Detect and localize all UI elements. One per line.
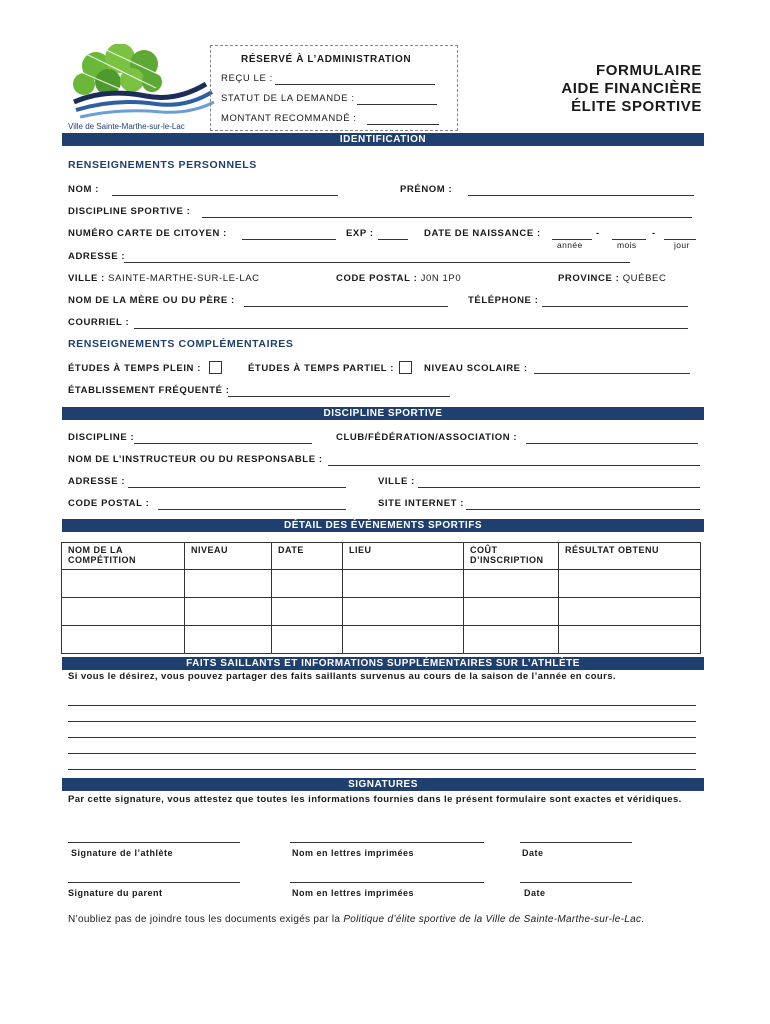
exp-label: EXP : (346, 228, 374, 239)
adresse-label: ADRESSE : (68, 251, 126, 262)
club-label: CLUB/FÉDÉRATION/ASSOCIATION : (336, 432, 518, 443)
parent-name-label: NOM DE LA MÈRE OU DU PÈRE : (68, 295, 235, 306)
discipline-cp-label: CODE POSTAL : (68, 498, 150, 509)
table-cell[interactable] (62, 626, 185, 654)
ville-label-text: VILLE : (68, 273, 105, 284)
etablissement-label: ÉTABLISSEMENT FRÉQUENTÉ : (68, 385, 230, 396)
table-cell[interactable] (272, 570, 343, 598)
form-title (561, 62, 702, 116)
discipline-adresse-field[interactable] (128, 487, 346, 488)
carte-citoyen-label: NUMÉRO CARTE DE CITOYEN : (68, 228, 227, 239)
naissance-label: DATE DE NAISSANCE : (424, 228, 541, 239)
parent-signature-field[interactable] (68, 882, 240, 883)
admin-statut-label: STATUT DE LA DEMANDE : (221, 93, 355, 104)
ville-value: SAINTE-MARTHE-SUR-LE-LAC (108, 273, 260, 284)
telephone-label: TÉLÉPHONE : (468, 295, 539, 306)
footer-text: N’oubliez pas de joindre tous les documents exigés par la (68, 914, 344, 925)
table-row (62, 570, 701, 598)
admin-recu-field[interactable] (275, 84, 435, 85)
table-cell[interactable] (272, 626, 343, 654)
code-postal-label (336, 273, 461, 284)
table-cell[interactable] (343, 598, 464, 626)
date-separator: - (652, 228, 656, 239)
athlete-signature-field[interactable] (68, 842, 240, 843)
adresse-field[interactable] (124, 262, 630, 263)
form-title-line2: AIDE FINANCIÈRE (561, 80, 702, 97)
complementary-info-heading: RENSEIGNEMENTS COMPLÉMENTAIRES (68, 338, 294, 350)
carte-citoyen-field[interactable] (242, 239, 336, 240)
col-resultat: RÉSULTAT OBTENU (559, 543, 701, 570)
mois-hint: mois (617, 240, 637, 250)
signatures-text: Par cette signature, vous attestez que toutes les informations fournies dans le présent formulaire sont exactes et véridiques. (68, 794, 682, 805)
printed-name-label-2: Nom en lettres imprimées (292, 888, 415, 898)
city-logo (66, 44, 216, 132)
form-title-line3: ÉLITE SPORTIVE (571, 98, 702, 115)
courriel-label: COURRIEL : (68, 317, 130, 328)
table-cell[interactable] (62, 598, 185, 626)
table-row (62, 598, 701, 626)
site-label: SITE INTERNET : (378, 498, 465, 509)
table-cell[interactable] (559, 570, 701, 598)
logo-caption: Ville de Sainte-Marthe-sur-le-Lac (68, 122, 185, 131)
admin-recu-label: REÇU LE : (221, 73, 273, 84)
niveau-label: NIVEAU SCOLAIRE : (424, 363, 528, 374)
province-label-text: PROVINCE : (558, 273, 620, 284)
col-date: DATE (272, 543, 343, 570)
discipline-field[interactable] (134, 443, 312, 444)
events-table (61, 542, 701, 654)
events-bar: DÉTAIL DES ÉVÉNEMENTS SPORTIFS (62, 519, 704, 532)
date-separator: - (596, 228, 600, 239)
discipline-cp-field[interactable] (158, 509, 346, 510)
discipline-label: DISCIPLINE : (68, 432, 135, 443)
footer-note (68, 912, 700, 927)
plein-checkbox[interactable] (209, 361, 222, 374)
admin-box (210, 45, 458, 131)
nom-label: NOM : (68, 184, 99, 195)
table-cell[interactable] (272, 598, 343, 626)
discipline-bar: DISCIPLINE SPORTIVE (62, 407, 704, 420)
highlights-line[interactable] (68, 705, 696, 706)
niveau-field[interactable] (534, 373, 690, 374)
nom-field[interactable] (112, 195, 338, 196)
discipline-adresse-label: ADRESSE : (68, 476, 126, 487)
table-cell[interactable] (343, 626, 464, 654)
highlights-text: Si vous le désirez, vous pouvez partager des faits saillants survenus au cours de la saison de l’année en cours. (68, 671, 616, 682)
prenom-label: PRÉNOM : (400, 184, 453, 195)
province-value: QUÉBEC (622, 273, 667, 284)
table-cell[interactable] (185, 598, 272, 626)
printed-name-field-1[interactable] (290, 842, 484, 843)
date-field-1[interactable] (520, 842, 632, 843)
table-cell[interactable] (62, 570, 185, 598)
col-niveau: NIVEAU (185, 543, 272, 570)
col-competition: NOM DE LA COMPÉTITION (62, 543, 185, 570)
admin-montant-label: MONTANT RECOMMANDÉ : (221, 113, 357, 124)
plein-label: ÉTUDES À TEMPS PLEIN : (68, 363, 202, 374)
signatures-bar: SIGNATURES (62, 778, 704, 791)
instructeur-field[interactable] (328, 465, 700, 466)
courriel-field[interactable] (134, 328, 688, 329)
table-cell[interactable] (185, 570, 272, 598)
code-postal-label-text: CODE POSTAL : (336, 273, 418, 284)
city-logo-graphic (66, 44, 216, 122)
discipline-sportive-label: DISCIPLINE SPORTIVE : (68, 206, 191, 217)
table-cell[interactable] (464, 626, 559, 654)
admin-montant-field[interactable] (367, 124, 439, 125)
printed-name-field-2[interactable] (290, 882, 484, 883)
prenom-field[interactable] (468, 195, 694, 196)
policy-reference: Politique d’élite sportive de la Ville de Sainte-Marthe-sur-le-Lac (343, 914, 642, 925)
admin-title: RÉSERVÉ À L’ADMINISTRATION (241, 54, 412, 65)
discipline-ville-field[interactable] (418, 487, 700, 488)
personal-info-heading: RENSEIGNEMENTS PERSONNELS (68, 159, 257, 171)
date-label-1: Date (522, 848, 544, 858)
form-title-line1: FORMULAIRE (596, 62, 702, 79)
club-field[interactable] (526, 443, 698, 444)
highlights-line[interactable] (68, 769, 696, 770)
athlete-signature-label: Signature de l’athlète (71, 848, 174, 858)
annee-hint: année (557, 240, 583, 250)
events-header-row (62, 543, 701, 570)
date-label-2: Date (524, 888, 546, 898)
table-cell[interactable] (559, 598, 701, 626)
etablissement-field[interactable] (228, 396, 450, 397)
table-cell[interactable] (185, 626, 272, 654)
printed-name-label-1: Nom en lettres imprimées (292, 848, 415, 858)
admin-statut-field[interactable] (357, 104, 437, 105)
discipline-sportive-field[interactable] (202, 217, 692, 218)
identification-bar: IDENTIFICATION (62, 133, 704, 146)
province-label (558, 273, 666, 284)
parent-signature-label: Signature du parent (68, 888, 163, 898)
table-row (62, 626, 701, 654)
telephone-field[interactable] (542, 306, 688, 307)
footer-end: . (641, 914, 645, 925)
ville-label (68, 273, 260, 284)
col-lieu: LIEU (343, 543, 464, 570)
table-cell[interactable] (464, 598, 559, 626)
parent-name-field[interactable] (244, 306, 448, 307)
highlights-line[interactable] (68, 737, 696, 738)
partiel-label: ÉTUDES À TEMPS PARTIEL : (248, 363, 395, 374)
code-postal-value: J0N 1P0 (420, 273, 462, 284)
site-field[interactable] (466, 509, 700, 510)
date-field-2[interactable] (520, 882, 632, 883)
partiel-checkbox[interactable] (399, 361, 412, 374)
exp-field[interactable] (378, 239, 408, 240)
col-cout: COÛT D’INSCRIPTION (464, 543, 559, 570)
table-cell[interactable] (464, 570, 559, 598)
discipline-ville-label: VILLE : (378, 476, 415, 487)
instructeur-label: NOM DE L’INSTRUCTEUR OU DU RESPONSABLE : (68, 454, 323, 465)
jour-hint: jour (674, 240, 690, 250)
table-cell[interactable] (343, 570, 464, 598)
table-cell[interactable] (559, 626, 701, 654)
highlights-bar: FAITS SAILLANTS ET INFORMATIONS SUPPLÉMENTAIRES SUR L’ATHLÈTE (62, 657, 704, 670)
highlights-line[interactable] (68, 753, 696, 754)
highlights-line[interactable] (68, 721, 696, 722)
